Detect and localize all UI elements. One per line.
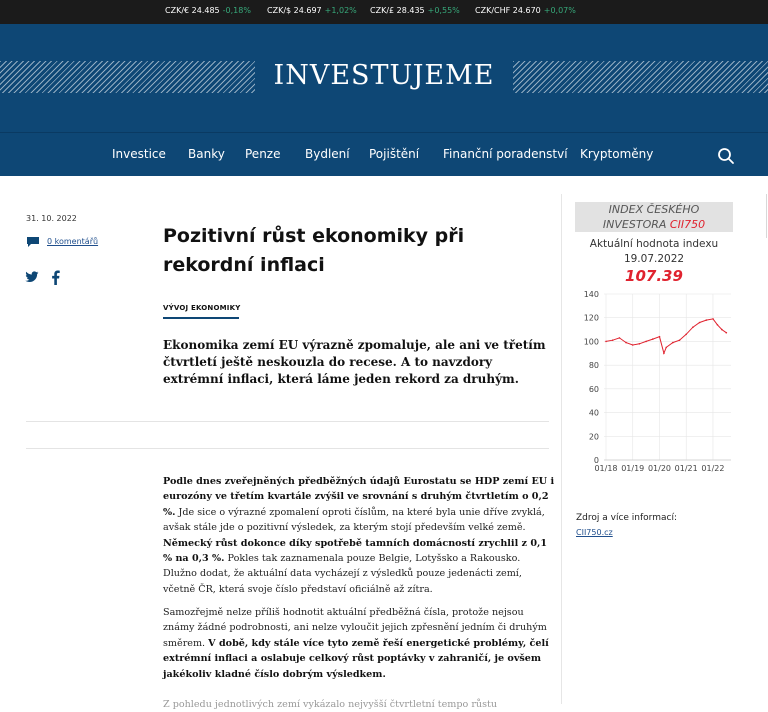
page-edge-line [766, 194, 767, 238]
chart-data-point [665, 347, 667, 349]
chart-y-tick-label: 20 [588, 432, 599, 442]
ticker-change: -0,18% [222, 6, 251, 15]
chart-data-point [645, 341, 647, 343]
chart-y-tick-label: 0 [593, 456, 599, 465]
nav-item-financni-poradenstvi[interactable]: Finanční poradenství [443, 147, 568, 161]
ticker-rate: CZK/£ 28.435 [370, 6, 425, 15]
chart-data-point [663, 353, 665, 355]
index-widget-title [575, 202, 733, 232]
divider [26, 448, 549, 449]
comments-link[interactable]: 0 komentářů [47, 237, 99, 246]
paragraph-bold: Podle dnes zveřejněných předběžných údajů Eurostatu se HDP zemí EU i eurozóny ve třetím kvartále zvýšil ve srovnání s druhým čtvrtletím o 0,2 %. [163, 476, 555, 518]
chart-data-point [679, 339, 681, 341]
paragraph-bold: V době, kdy stále více tyto země řeší energetické problémy, čelí extrémní inflaci a oslabuje celkový růst poptávky v zahraničí, je ovšem jakékoliv kladné číslo dobrým výsledkem. [163, 637, 549, 680]
chart-y-tick-label: 100 [583, 337, 599, 347]
widget-title-code: CII750 [669, 218, 706, 231]
ticker-change: +0,55% [427, 6, 460, 15]
chart-data-point [692, 326, 694, 328]
ticker-item-eur [165, 6, 251, 15]
chart-data-point [706, 319, 708, 321]
chart-y-tick-label: 120 [583, 313, 599, 323]
nav-item-bydleni[interactable]: Bydlení [305, 147, 350, 161]
chart-data-point [612, 339, 614, 341]
chart-data-point [712, 318, 714, 320]
chart-data-point [699, 322, 701, 324]
ticker-change: +0,07% [543, 6, 576, 15]
header-pattern-right [513, 61, 768, 93]
search-icon[interactable] [716, 146, 736, 166]
chart-x-tick-label: 01/18 [594, 464, 618, 473]
ticker-item-gbp [370, 6, 460, 15]
chart-data-point [672, 342, 674, 344]
nav-item-kryptomeny[interactable]: Kryptoměny [580, 147, 654, 161]
ticker-change: +1,02% [324, 6, 357, 15]
article-perex: Ekonomika zemí EU výrazně zpomaluje, ale ani ve třetím čtvrtletí ještě neskouzla do recese. A to navzdory extrémní inflaci, která láme jeden rekord za druhým. [163, 338, 546, 386]
nav-item-pojisteni[interactable]: Pojištění [369, 147, 420, 161]
nav-item-penze[interactable]: Penze [245, 147, 281, 161]
chart-data-point [717, 324, 719, 326]
paragraph-text: Pokles tak zaznamenala pouze Belgie, Lotyšsko a Rakousko. Dlužno dodat, že aktuální data vycházejí z výsledků pouze jedenácti zemí, včetně ČR, která svoje číslo představí oficiálně až zítra. [163, 553, 522, 595]
chart-x-tick-label: 01/22 [701, 464, 725, 473]
widget-title-text: INVESTORA [602, 218, 670, 231]
nav-item-investice[interactable]: Investice [112, 147, 166, 161]
article-paragraph [163, 474, 555, 597]
ticker-item-chf [475, 6, 576, 15]
article-paragraph [163, 605, 555, 682]
sidebar-divider [561, 194, 562, 704]
paragraph-text: Jde sice o výrazné zpomalení oproti číslům, na které byla unie dříve zvyklá, avšak stále jde o pozitivní výsledek, za kterým stojí především velké země. [163, 506, 545, 534]
article-paragraph [163, 697, 555, 712]
twitter-icon[interactable] [25, 271, 39, 283]
main-nav [0, 132, 768, 176]
divider [26, 421, 549, 422]
paragraph-bold: Německý růst dokonce díky spotřebě tamních domácností zrychlil z 0,1 % na 0,3 %. [163, 537, 548, 565]
nav-item-banky[interactable]: Banky [188, 147, 225, 161]
chart-y-tick-label: 60 [588, 384, 599, 394]
article-title: Pozitivní růst ekonomiky při rekordní inflaci [163, 225, 465, 276]
source-link[interactable]: CII750.cz [576, 528, 613, 537]
article-date: 31. 10. 2022 [26, 214, 77, 223]
chart-x-tick-label: 01/21 [674, 464, 698, 473]
chart-data-point [652, 338, 654, 340]
index-value: 107.39 [625, 267, 683, 285]
chart-data-point [685, 334, 687, 336]
paragraph-text: Z pohledu jednotlivých zemí vykázalo nejvyšší čtvrtletní tempo růstu [163, 699, 498, 710]
chart-data-point [639, 343, 641, 345]
chart-data-point [721, 329, 723, 331]
ticker-rate: CZK/CHF 24.670 [475, 6, 541, 15]
ticker-rate: CZK/$ 24.697 [267, 6, 322, 15]
chart-data-point [659, 336, 661, 338]
widget-title-line [575, 217, 733, 232]
chart-x-tick-label: 01/19 [621, 464, 645, 473]
chart-data-point [619, 337, 621, 339]
paragraph-text: Samozřejmě nelze příliš hodnotit aktuální předběžná čísla, protože nejsou známy žádné podrobnosti, ani nelze vyloučit jejich zpřesnění jedním či druhým směrem. [163, 607, 547, 649]
header-pattern-left [0, 61, 255, 93]
chart-data-point [625, 342, 627, 344]
chart-data-point [605, 341, 607, 343]
widget-title-line: INDEX ČESKÉHO [608, 203, 700, 216]
currency-ticker [0, 0, 768, 24]
chart-y-tick-label: 80 [588, 361, 599, 371]
ticker-rate: CZK/€ 24.485 [165, 6, 220, 15]
category-underline [163, 317, 239, 319]
chart-data-point [726, 332, 728, 334]
chart-y-tick-label: 140 [583, 290, 599, 299]
article-category[interactable]: VÝVOJ EKONOMIKY [163, 304, 241, 312]
chart-y-tick-label: 40 [588, 408, 599, 418]
chart-x-tick-label: 01/20 [647, 464, 672, 473]
chart-data-point [632, 344, 634, 346]
index-subtitle: Aktuální hodnota indexu [589, 238, 719, 250]
index-chart [575, 288, 735, 478]
comment-icon[interactable] [26, 236, 40, 248]
source-label: Zdroj a více informací: [576, 513, 677, 523]
site-logo[interactable]: INVESTUJEME [273, 60, 495, 91]
facebook-icon[interactable] [51, 270, 60, 285]
ticker-item-usd [267, 6, 357, 15]
index-date: 19.07.2022 [623, 253, 685, 265]
site-header [0, 24, 768, 132]
